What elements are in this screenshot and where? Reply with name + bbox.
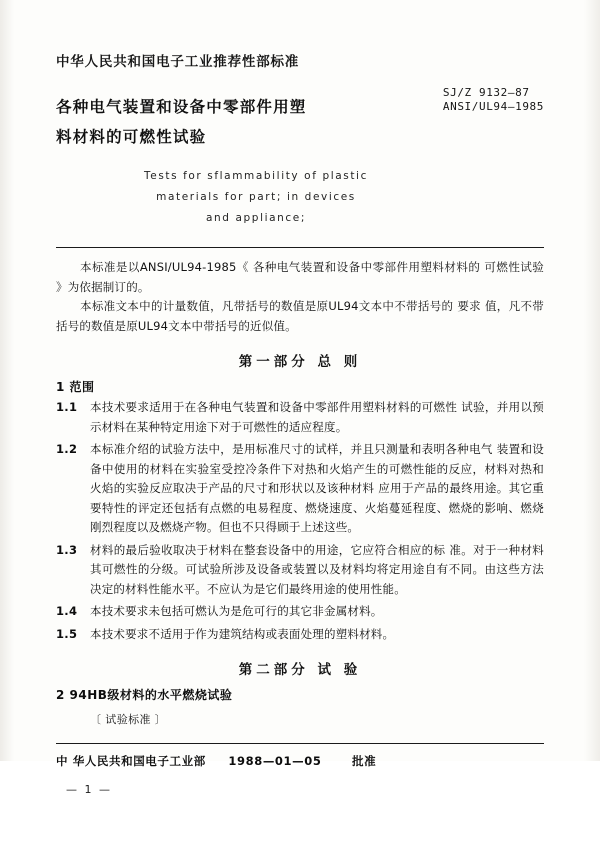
clause-1-title: 1 范围	[56, 380, 95, 394]
clause-1-4	[56, 602, 544, 622]
page-title-english-line-1: Tests for sflammability of plastic	[144, 170, 368, 182]
standard-code-reference: ANSI/UL94—1985	[442, 100, 544, 113]
divider-bottom	[56, 743, 544, 744]
intro-paragraph-1: 本标准是以ANSI/UL94-1985《 各种电气装置和设备中零部件用塑料材料的 可燃性试验 》为依据制订的。	[56, 260, 544, 294]
clause-1-2	[56, 440, 544, 538]
page-bottom-margin	[56, 796, 544, 856]
scan-edge-right	[584, 0, 600, 761]
clause-1-5	[56, 625, 544, 645]
page-title-line-2: 料材料的可燃性试验	[56, 128, 207, 146]
clause-text: 本标准介绍的试验方法中，是用标准尺寸的试样，并且只测量和表明各种电气 装置和设备中使用的材料在实验室受控冷条件下对热和火焰产生的可燃性能的反应，材料对热和火焰的实验反应取决于产品的尺寸和形状以及该种材料 应用于产品的最终用途。其它重要特性的评定还包括有点燃的电易程度、燃烧速度、火焰蔓延程度、燃烧的影响、燃烧刚烈程度以及燃烧产物。但也不只得顾于上述这些。	[90, 442, 544, 534]
clause-2-title: 2 94HB级材料的水平燃烧试验	[56, 688, 233, 702]
footer-approve-label: 批准	[352, 754, 377, 768]
clause-number: 1.3	[56, 542, 78, 557]
footer-issuer: 中 华人民共和国电子工业部	[56, 754, 206, 768]
page-title-english	[56, 166, 456, 229]
standard-codes	[443, 86, 544, 114]
clause-text: 本技术要求适用于在各种电气装置和设备中零部件用塑料材料的可燃性 试验，并用以预示材料在某种特定用途下对于可燃性的适应程度。	[90, 400, 544, 434]
page-title-english-line-2: materials for part; in devices	[156, 191, 356, 203]
clause-text: 本技术要求不适用于作为建筑结构或表面处理的塑料材料。	[90, 626, 395, 641]
page-title	[56, 92, 386, 152]
clause-number: 1.1	[56, 400, 78, 414]
part-two-heading: 第二部分 试 验	[238, 662, 362, 678]
clause-1-1	[56, 398, 544, 437]
test-standard-note: 〔 试验标准 〕	[90, 713, 167, 726]
ministry-heading: 中华人民共和国电子工业推荐性部标准	[56, 54, 300, 70]
scan-edge-left	[0, 0, 14, 761]
clause-number: 1.2	[56, 442, 78, 456]
intro-paragraph-2: 本标准文本中的计量数值，凡带括号的数值是原UL94文本中不带括号的 要求 值，凡不带括号的数值是原UL94文本中带括号的近似值。	[56, 299, 544, 333]
clause-text: 本技术要求未包括可燃认为是危可行的其它非金属材料。	[90, 604, 383, 618]
divider-top	[56, 247, 544, 248]
clause-1-3	[56, 541, 544, 600]
page-title-english-line-3: and appliance;	[206, 212, 306, 224]
clause-number: 1.4	[56, 604, 78, 618]
page-number: — 1 —	[66, 783, 112, 796]
page-title-line-1: 各种电气装置和设备中零部件用塑	[56, 98, 307, 116]
clause-number: 1.5	[56, 626, 78, 641]
page-content	[56, 50, 544, 856]
clause-text: 材料的最后验收取决于材料在整套设备中的用途，它应符合相应的标 准。对于一种材料其可燃性的分级。可试验所涉及设备或装置以及材料均将定用途自有不同。由这些方法决定的材料性能水平。不应认为是它们最终用途的使用性能。	[90, 542, 544, 596]
part-one-heading: 第一部分 总 则	[238, 354, 362, 370]
standard-code-national: SJ/Z 9132—87	[442, 86, 530, 99]
footer-approval-line	[56, 753, 544, 769]
footer-date: 1988—01—05	[228, 754, 322, 768]
